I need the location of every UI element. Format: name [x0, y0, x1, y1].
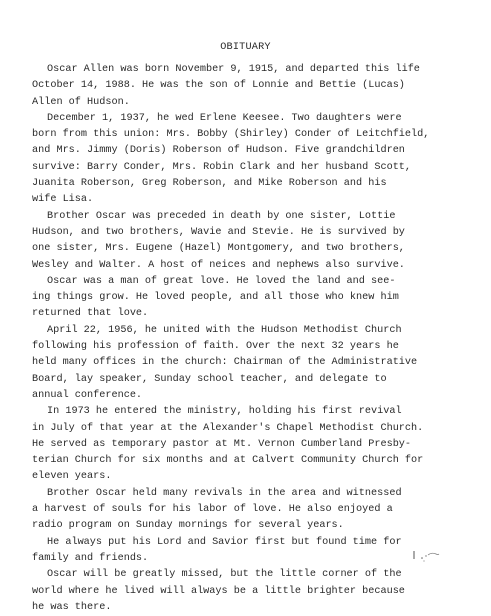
text-line: He served as temporary pastor at Mt. Vernon Cumberland Presby-	[32, 438, 412, 450]
text-line: Hudson, and two brothers, Wavie and Stevie. He is survived by	[32, 226, 405, 238]
text-line: eleven years.	[32, 471, 112, 483]
text-line: and Mrs. Jimmy (Doris) Roberson of Hudson. Five grandchildren	[32, 145, 405, 157]
text-line: Board, lay speaker, Sunday school teacher, and delegate to	[32, 373, 387, 385]
text-line: radio program on Sunday mornings for several years.	[32, 520, 344, 532]
text-line: ing things grow. He loved people, and all those who knew him	[32, 292, 399, 304]
scan-mark-icon	[412, 548, 442, 562]
text-line: wife Lisa.	[32, 194, 94, 206]
text-line: October 14, 1988. He was the son of Lonnie and Bettie (Lucas)	[32, 80, 405, 92]
text-line: he was there.	[32, 601, 112, 613]
text-line: survive: Barry Conder, Mrs. Robin Clark and her husband Scott,	[32, 161, 412, 173]
text-line: Brother Oscar was preceded in death by one sister, Lottie	[47, 210, 396, 222]
obituary-body	[32, 62, 472, 616]
text-line: held many offices in the church: Chairman of the Administrative	[32, 357, 418, 369]
text-line: Brother Oscar held many revivals in the area and witnessed	[47, 487, 402, 499]
text-line: Oscar Allen was born November 9, 1915, and departed this life	[47, 64, 420, 75]
document-title: OBITUARY	[220, 42, 271, 53]
text-line: born from this union: Mrs. Bobby (Shirley) Conder of Leitchfield,	[32, 129, 430, 141]
text-line: Juanita Roberson, Greg Roberson, and Mike Roberson and his	[32, 178, 387, 190]
text-line: In 1973 he entered the ministry, holding his first revival	[47, 406, 402, 418]
text-line: He always put his Lord and Savior first but found time for	[47, 536, 402, 548]
text-line: following his profession of faith. Over the next 32 years he	[32, 341, 399, 353]
text-line: one sister, Mrs. Eugene (Hazel) Montgomery, and two brothers,	[32, 243, 405, 255]
text-line: returned that love.	[32, 308, 149, 320]
text-line: Wesley and Walter. A host of neices and nephews also survive.	[32, 259, 405, 271]
text-line: terian Church for six months and at Calvert Community Church for	[32, 455, 424, 467]
text-line: a harvest of souls for his labor of love. He also enjoyed a	[32, 504, 393, 516]
text-line: annual conference.	[32, 389, 143, 401]
text-line: in July of that year at the Alexander's Chapel Methodist Church.	[32, 422, 424, 434]
text-line: Oscar will be greatly missed, but the little corner of the	[47, 569, 402, 581]
text-line: Oscar was a man of great love. He loved the land and see-	[47, 275, 396, 287]
text-line: Allen of Hudson.	[32, 96, 130, 108]
text-line: December 1, 1937, he wed Erlene Keesee. Two daughters were	[47, 112, 402, 124]
text-line: April 22, 1956, he united with the Hudson Methodist Church	[47, 324, 402, 336]
text-line: world where he lived will always be a little brighter because	[32, 585, 405, 597]
text-line: family and friends.	[32, 552, 149, 564]
